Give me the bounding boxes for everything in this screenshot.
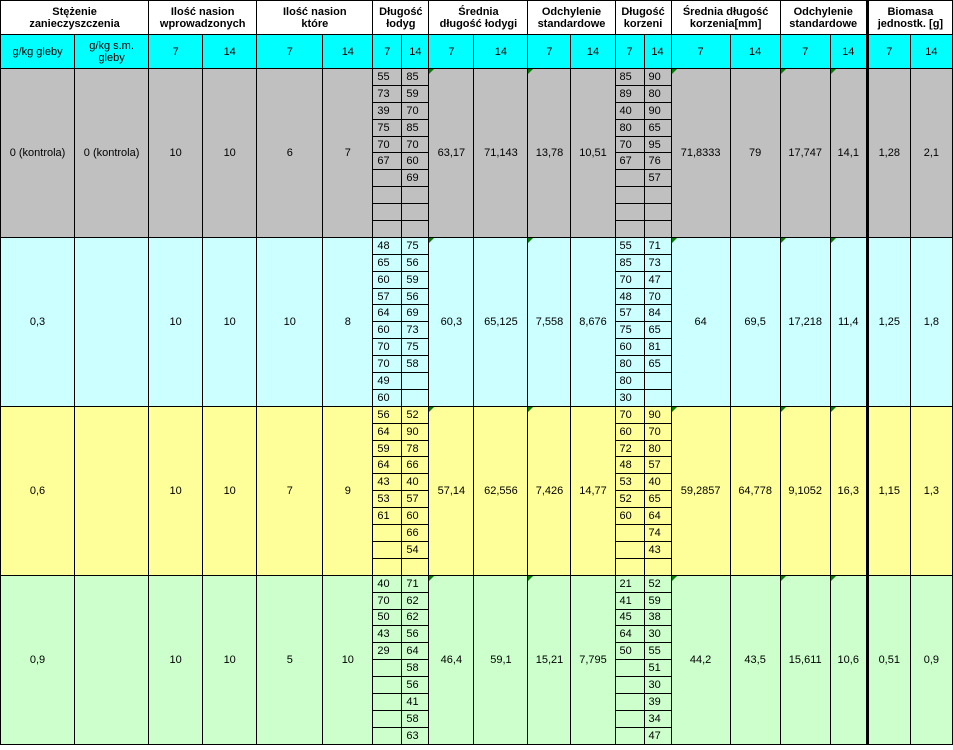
header-row [1,1,953,35]
stem-length-14: 69 [402,170,429,187]
root-length-14 [644,187,671,204]
table-row [1,69,953,86]
stem-length-7 [373,541,402,558]
root-length-14: 95 [644,136,671,153]
stem-length-7: 59 [373,440,402,457]
table-row [1,575,953,592]
stem-length-14: 57 [402,491,429,508]
root-length-7: 60 [615,423,644,440]
header-dlugosc-korzeni: Długość korzeni [615,1,671,35]
root-length-14: 65 [644,491,671,508]
stem-length-14 [402,187,429,204]
stem-stddev-7: 15,21 [528,575,571,744]
root-length-14 [644,389,671,406]
root-length-7: 85 [615,69,644,86]
stem-length-14 [402,558,429,575]
header-odchylenie-korzeni: Odchylenie standardowe [780,1,867,35]
stem-stddev-14: 8,676 [571,237,615,406]
root-length-14: 57 [644,457,671,474]
subheader-day: 7 [149,35,203,69]
stem-length-7: 43 [373,474,402,491]
root-length-7: 57 [615,305,644,322]
stem-length-14: 75 [402,237,429,254]
stem-length-14: 41 [402,693,429,710]
header-stezenie: Stężenie zanieczyszczenia [1,1,149,35]
root-length-14: 74 [644,525,671,542]
stem-stddev-14: 10,51 [571,69,615,238]
biomass-14: 1,8 [910,237,952,406]
root-length-7: 48 [615,457,644,474]
mean-stem-length-14: 62,556 [474,406,528,575]
root-length-14: 43 [644,541,671,558]
root-length-7: 30 [615,389,644,406]
stem-stddev-14: 7,795 [571,575,615,744]
stem-length-7: 60 [373,322,402,339]
header-srednia-korzenia: Średnia długość korzenia[mm] [671,1,780,35]
root-length-7: 60 [615,339,644,356]
subheader-day: 14 [402,35,429,69]
mean-root-length-14: 64,778 [730,406,780,575]
biomass-7: 1,25 [867,237,910,406]
mean-stem-length-7: 63,17 [429,69,474,238]
root-length-14: 38 [644,609,671,626]
root-stddev-7: 9,1052 [780,406,830,575]
root-length-7: 21 [615,575,644,592]
stem-length-14: 70 [402,136,429,153]
header-ilosc-ktore: Ilość nasion które [257,1,373,35]
stem-length-14 [402,204,429,221]
mean-stem-length-7: 46,4 [429,575,474,744]
root-length-7: 50 [615,643,644,660]
stem-length-14: 59 [402,271,429,288]
seeds-germinated-14: 10 [323,575,373,744]
seeds-germinated-14: 7 [323,69,373,238]
stem-length-7: 64 [373,305,402,322]
subheader-day: 7 [257,35,323,69]
root-length-14: 65 [644,322,671,339]
subheader-day: 14 [203,35,257,69]
stem-length-7: 60 [373,389,402,406]
subheader-day: 7 [671,35,730,69]
root-length-14: 34 [644,710,671,727]
subheader-day: 7 [615,35,644,69]
stem-length-14: 56 [402,677,429,694]
subheader-day: 14 [644,35,671,69]
header-biomasa: Biomasa jednostk. [g] [867,1,952,35]
stem-length-14: 59 [402,85,429,102]
root-length-7: 89 [615,85,644,102]
stem-length-14: 56 [402,254,429,271]
seeds-introduced-7: 10 [149,575,203,744]
root-length-14: 47 [644,271,671,288]
stem-length-14: 40 [402,474,429,491]
root-length-7: 75 [615,322,644,339]
stem-length-7: 57 [373,288,402,305]
root-stddev-7: 15,611 [780,575,830,744]
stem-length-7: 49 [373,373,402,390]
stem-length-7 [373,558,402,575]
seeds-germinated-14: 8 [323,237,373,406]
seeds-introduced-7: 10 [149,69,203,238]
stem-length-14: 66 [402,525,429,542]
seeds-introduced-14: 10 [203,69,257,238]
seeds-introduced-7: 10 [149,406,203,575]
stem-length-14: 66 [402,457,429,474]
seeds-introduced-7: 10 [149,237,203,406]
concentration-gkg-sm-gleby [75,237,149,406]
seeds-germinated-7: 6 [257,69,323,238]
stem-length-14: 64 [402,643,429,660]
stem-stddev-14: 14,77 [571,406,615,575]
root-length-14: 40 [644,474,671,491]
stem-length-7 [373,170,402,187]
seeds-introduced-14: 10 [203,237,257,406]
root-length-7: 52 [615,491,644,508]
mean-root-length-14: 43,5 [730,575,780,744]
root-length-7 [615,710,644,727]
root-length-7: 70 [615,406,644,423]
mean-root-length-14: 79 [730,69,780,238]
root-length-7 [615,727,644,744]
stem-length-14: 60 [402,153,429,170]
root-length-14: 90 [644,406,671,423]
seeds-germinated-7: 5 [257,575,323,744]
concentration-gkg-gleby: 0,9 [1,575,75,744]
subheader-row [1,35,953,69]
root-stddev-7: 17,747 [780,69,830,238]
subheader-day: 7 [528,35,571,69]
root-length-14: 84 [644,305,671,322]
stem-length-7: 61 [373,508,402,525]
root-length-14: 55 [644,643,671,660]
stem-length-7 [373,204,402,221]
root-length-14: 90 [644,69,671,86]
root-length-7: 48 [615,288,644,305]
root-length-14: 73 [644,254,671,271]
root-length-14: 51 [644,660,671,677]
mean-root-length-7: 59,2857 [671,406,730,575]
root-length-7: 72 [615,440,644,457]
concentration-gkg-gleby: 0 (kontrola) [1,69,75,238]
stem-length-7: 39 [373,102,402,119]
seeds-introduced-14: 10 [203,575,257,744]
subheader-gkg-sm-gleby: g/kg s.m. gleby [75,35,149,69]
stem-length-14 [402,389,429,406]
stem-length-14: 54 [402,541,429,558]
concentration-gkg-gleby: 0,6 [1,406,75,575]
root-length-14: 80 [644,85,671,102]
stem-stddev-7: 7,558 [528,237,571,406]
stem-length-7: 70 [373,136,402,153]
mean-root-length-7: 71,8333 [671,69,730,238]
stem-length-14: 58 [402,660,429,677]
root-length-7: 67 [615,153,644,170]
root-length-7: 80 [615,356,644,373]
seeds-germinated-14: 9 [323,406,373,575]
table-row [1,237,953,254]
mean-root-length-14: 69,5 [730,237,780,406]
subheader-gkg-gleby: g/kg gleby [1,35,75,69]
subheader-day: 14 [730,35,780,69]
stem-length-7: 29 [373,643,402,660]
concentration-gkg-sm-gleby: 0 (kontrola) [75,69,149,238]
stem-length-14: 70 [402,102,429,119]
root-length-14: 39 [644,693,671,710]
stem-length-7: 64 [373,457,402,474]
biomass-14: 2,1 [910,69,952,238]
stem-length-14: 73 [402,322,429,339]
stem-length-14: 58 [402,356,429,373]
stem-length-7: 53 [373,491,402,508]
stem-length-7: 67 [373,153,402,170]
stem-length-14 [402,373,429,390]
stem-length-7 [373,727,402,744]
stem-length-14: 85 [402,119,429,136]
table-row [1,406,953,423]
stem-length-7 [373,710,402,727]
stem-length-14: 90 [402,423,429,440]
root-length-7 [615,525,644,542]
stem-length-7: 64 [373,423,402,440]
stem-length-7: 65 [373,254,402,271]
root-length-7: 80 [615,373,644,390]
stem-length-7: 60 [373,271,402,288]
root-length-7 [615,170,644,187]
subheader-day: 7 [867,35,910,69]
mean-stem-length-14: 65,125 [474,237,528,406]
root-length-7 [615,693,644,710]
root-length-7: 53 [615,474,644,491]
stem-length-14: 52 [402,406,429,423]
header-ilosc-wprowadzonych: Ilość nasion wprowadzonych [149,1,257,35]
stem-length-7: 48 [373,237,402,254]
stem-length-14: 58 [402,710,429,727]
stem-length-7: 56 [373,406,402,423]
stem-length-7: 70 [373,592,402,609]
root-length-7 [615,558,644,575]
subheader-day: 14 [474,35,528,69]
subheader-day: 14 [571,35,615,69]
stem-length-7 [373,221,402,238]
root-length-7: 80 [615,119,644,136]
root-length-7: 64 [615,626,644,643]
root-length-14: 71 [644,237,671,254]
stem-length-14: 75 [402,339,429,356]
stem-length-14: 85 [402,69,429,86]
root-length-14: 90 [644,102,671,119]
root-stddev-7: 17,218 [780,237,830,406]
mean-root-length-7: 44,2 [671,575,730,744]
seeds-introduced-14: 10 [203,406,257,575]
root-length-14: 47 [644,727,671,744]
stem-length-14: 60 [402,508,429,525]
stem-length-7: 70 [373,339,402,356]
mean-root-length-7: 64 [671,237,730,406]
root-length-14: 64 [644,508,671,525]
root-length-7: 40 [615,102,644,119]
stem-length-14: 62 [402,609,429,626]
stem-length-14: 56 [402,288,429,305]
biomass-14: 1,3 [910,406,952,575]
biomass-7: 0,51 [867,575,910,744]
root-length-14: 65 [644,119,671,136]
root-stddev-14: 11,4 [830,237,867,406]
root-length-14: 81 [644,339,671,356]
root-stddev-14: 10,6 [830,575,867,744]
stem-length-7 [373,660,402,677]
stem-length-14 [402,221,429,238]
stem-length-7 [373,677,402,694]
root-length-14 [644,558,671,575]
root-length-14: 70 [644,288,671,305]
mean-stem-length-14: 71,143 [474,69,528,238]
root-length-7: 55 [615,237,644,254]
stem-length-7: 40 [373,575,402,592]
stem-length-14: 56 [402,626,429,643]
root-length-14: 59 [644,592,671,609]
stem-length-7: 73 [373,85,402,102]
subheader-day: 7 [373,35,402,69]
mean-stem-length-14: 59,1 [474,575,528,744]
stem-length-7 [373,187,402,204]
root-length-14: 80 [644,440,671,457]
stem-length-7: 43 [373,626,402,643]
root-length-14: 70 [644,423,671,440]
root-length-7 [615,221,644,238]
root-length-7 [615,204,644,221]
stem-length-7 [373,693,402,710]
root-length-14: 52 [644,575,671,592]
stem-length-7 [373,525,402,542]
root-length-7 [615,541,644,558]
stem-length-14: 78 [402,440,429,457]
biomass-14: 0,9 [910,575,952,744]
biomass-7: 1,28 [867,69,910,238]
root-length-14 [644,373,671,390]
mean-stem-length-7: 57,14 [429,406,474,575]
mean-stem-length-7: 60,3 [429,237,474,406]
subheader-day: 7 [429,35,474,69]
stem-length-7: 75 [373,119,402,136]
root-length-14: 30 [644,677,671,694]
root-length-7 [615,660,644,677]
root-length-7: 70 [615,271,644,288]
stem-length-14: 71 [402,575,429,592]
header-srednia-lodygi: Średnia długość łodygi [429,1,528,35]
seeds-germinated-7: 10 [257,237,323,406]
root-length-7: 70 [615,136,644,153]
root-length-14 [644,204,671,221]
header-odchylenie-lodyg: Odchylenie standardowe [528,1,615,35]
subheader-day: 7 [780,35,830,69]
root-length-7: 60 [615,508,644,525]
header-dlugosc-lodyg: Długość łodyg [373,1,429,35]
subheader-day: 14 [910,35,952,69]
concentration-gkg-sm-gleby [75,575,149,744]
subheader-day: 14 [323,35,373,69]
root-length-7: 85 [615,254,644,271]
stem-length-14: 69 [402,305,429,322]
root-length-14: 65 [644,356,671,373]
stem-length-14: 63 [402,727,429,744]
seeds-germinated-7: 7 [257,406,323,575]
root-length-14: 30 [644,626,671,643]
stem-stddev-7: 13,78 [528,69,571,238]
concentration-gkg-sm-gleby [75,406,149,575]
concentration-gkg-gleby: 0,3 [1,237,75,406]
root-length-7 [615,187,644,204]
root-length-7: 45 [615,609,644,626]
root-length-7: 41 [615,592,644,609]
root-stddev-14: 14,1 [830,69,867,238]
stem-length-7: 55 [373,69,402,86]
stem-length-7: 50 [373,609,402,626]
subheader-day: 14 [830,35,867,69]
root-length-14: 76 [644,153,671,170]
root-length-14 [644,221,671,238]
biomass-7: 1,15 [867,406,910,575]
root-length-14: 57 [644,170,671,187]
stem-length-14: 62 [402,592,429,609]
stem-stddev-7: 7,426 [528,406,571,575]
root-stddev-14: 16,3 [830,406,867,575]
root-length-7 [615,677,644,694]
stem-length-7: 70 [373,356,402,373]
